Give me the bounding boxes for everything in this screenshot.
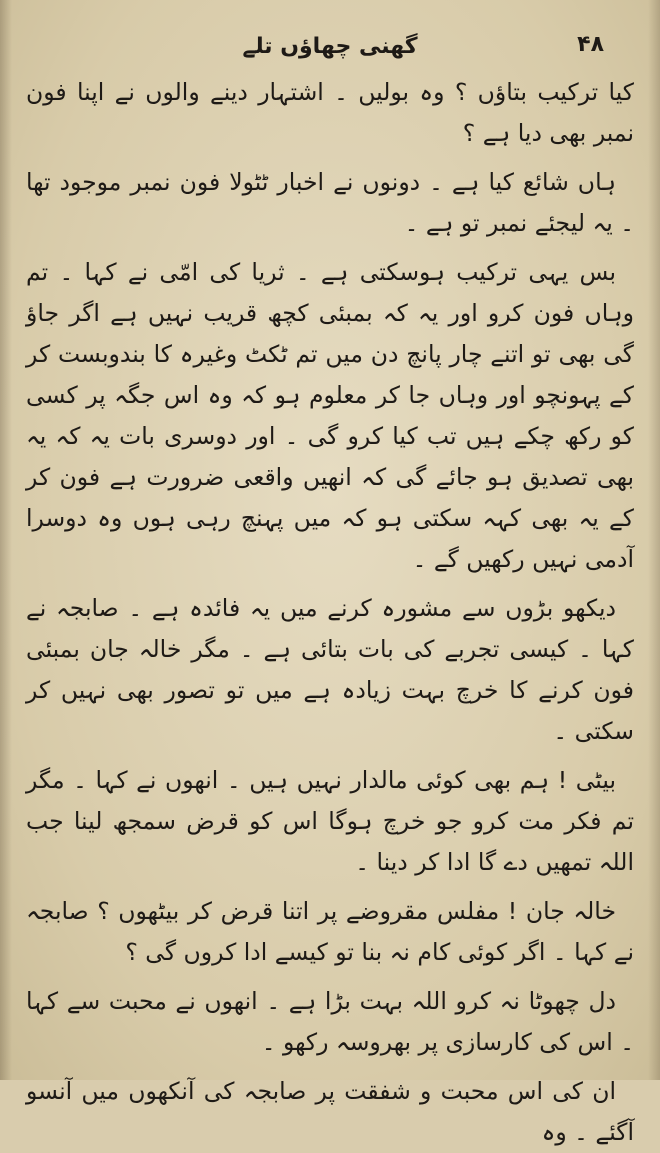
paragraph: کیا ترکیب بتاؤں ؟ وہ بولیں ۔ اشتہار دینے والوں نے اپنا فون نمبر بھی دیا ہے ؟ [26,78,634,147]
paragraph: دل چھوٹا نہ کرو اللہ بہت بڑا ہے ۔ انھوں نے محبت سے کہا ۔ اس کی کارسازی پر بھروسہ رکھو ۔ [26,987,634,1056]
paragraph: بیٹی ! ہم بھی کوئی مالدار نہیں ہیں ۔ انھوں نے کہا ۔ مگر تم فکر مت کرو جو خرچ ہوگا اس کو قرض سمجھ لینا جب اللہ تمھیں دے گا ادا کر دینا ۔ [26,766,634,876]
page-header [26,30,634,72]
running-title: گھنی چھاؤں تلے [242,34,418,59]
page-body [26,72,634,1153]
page-number: ۴۸ [577,32,604,57]
paragraph: بس یہی ترکیب ہوسکتی ہے ۔ ثریا کی امّی نے کہا ۔ تم وہاں فون کرو اور یہ کہ بمبئی کچھ قریب نہیں ہے اگر جاؤ گی بھی تو اتنے چار پانچ دن میں تم ٹکٹ وغیرہ کا بندوبست کر کے پہونچو اور وہاں جا کر معلوم ہو کہ وہ اس جگہ پر کسی کو رکھ چکے ہیں تب کیا کرو گی ۔ اور دوسری بات یہ کہ یہ بھی تصدیق ہو جائے گی کہ انھیں واقعی ضرورت ہے فون کر کے یہ بھی کہہ سکتی ہو کہ میں پہنچ رہی ہوں وہ دوسرا آدمی نہیں رکھیں گے ۔ [26,258,634,573]
paragraph: دیکھو بڑوں سے مشورہ کرنے میں یہ فائدہ ہے ۔ صابجہ نے کہا ۔ کیسی تجربے کی بات بتائی ہے ۔ مگر خالہ جان بمبئی فون کرنے کا خرچ بہت زیادہ ہے میں تو تصور بھی نہیں کر سکتی ۔ [26,594,634,745]
page-edge-shadow-right [648,0,660,1080]
paragraph: ہاں شائع کیا ہے ۔ دونوں نے اخبار ٹٹولا فون نمبر موجود تھا ۔ یہ لیجئے نمبر تو ہے ۔ [26,168,634,237]
paragraph: خالہ جان ! مفلس مقروضے پر اتنا قرض کر بیٹھوں ؟ صابجہ نے کہا ۔ اگر کوئی کام نہ بنا تو کیسے ادا کروں گی ؟ [26,897,634,966]
paragraph: ان کی اس محبت و شفقت پر صابجہ کی آنکھوں میں آنسو آگئے ۔ وہ [26,1077,634,1146]
page-edge-shadow-left [0,0,12,1080]
